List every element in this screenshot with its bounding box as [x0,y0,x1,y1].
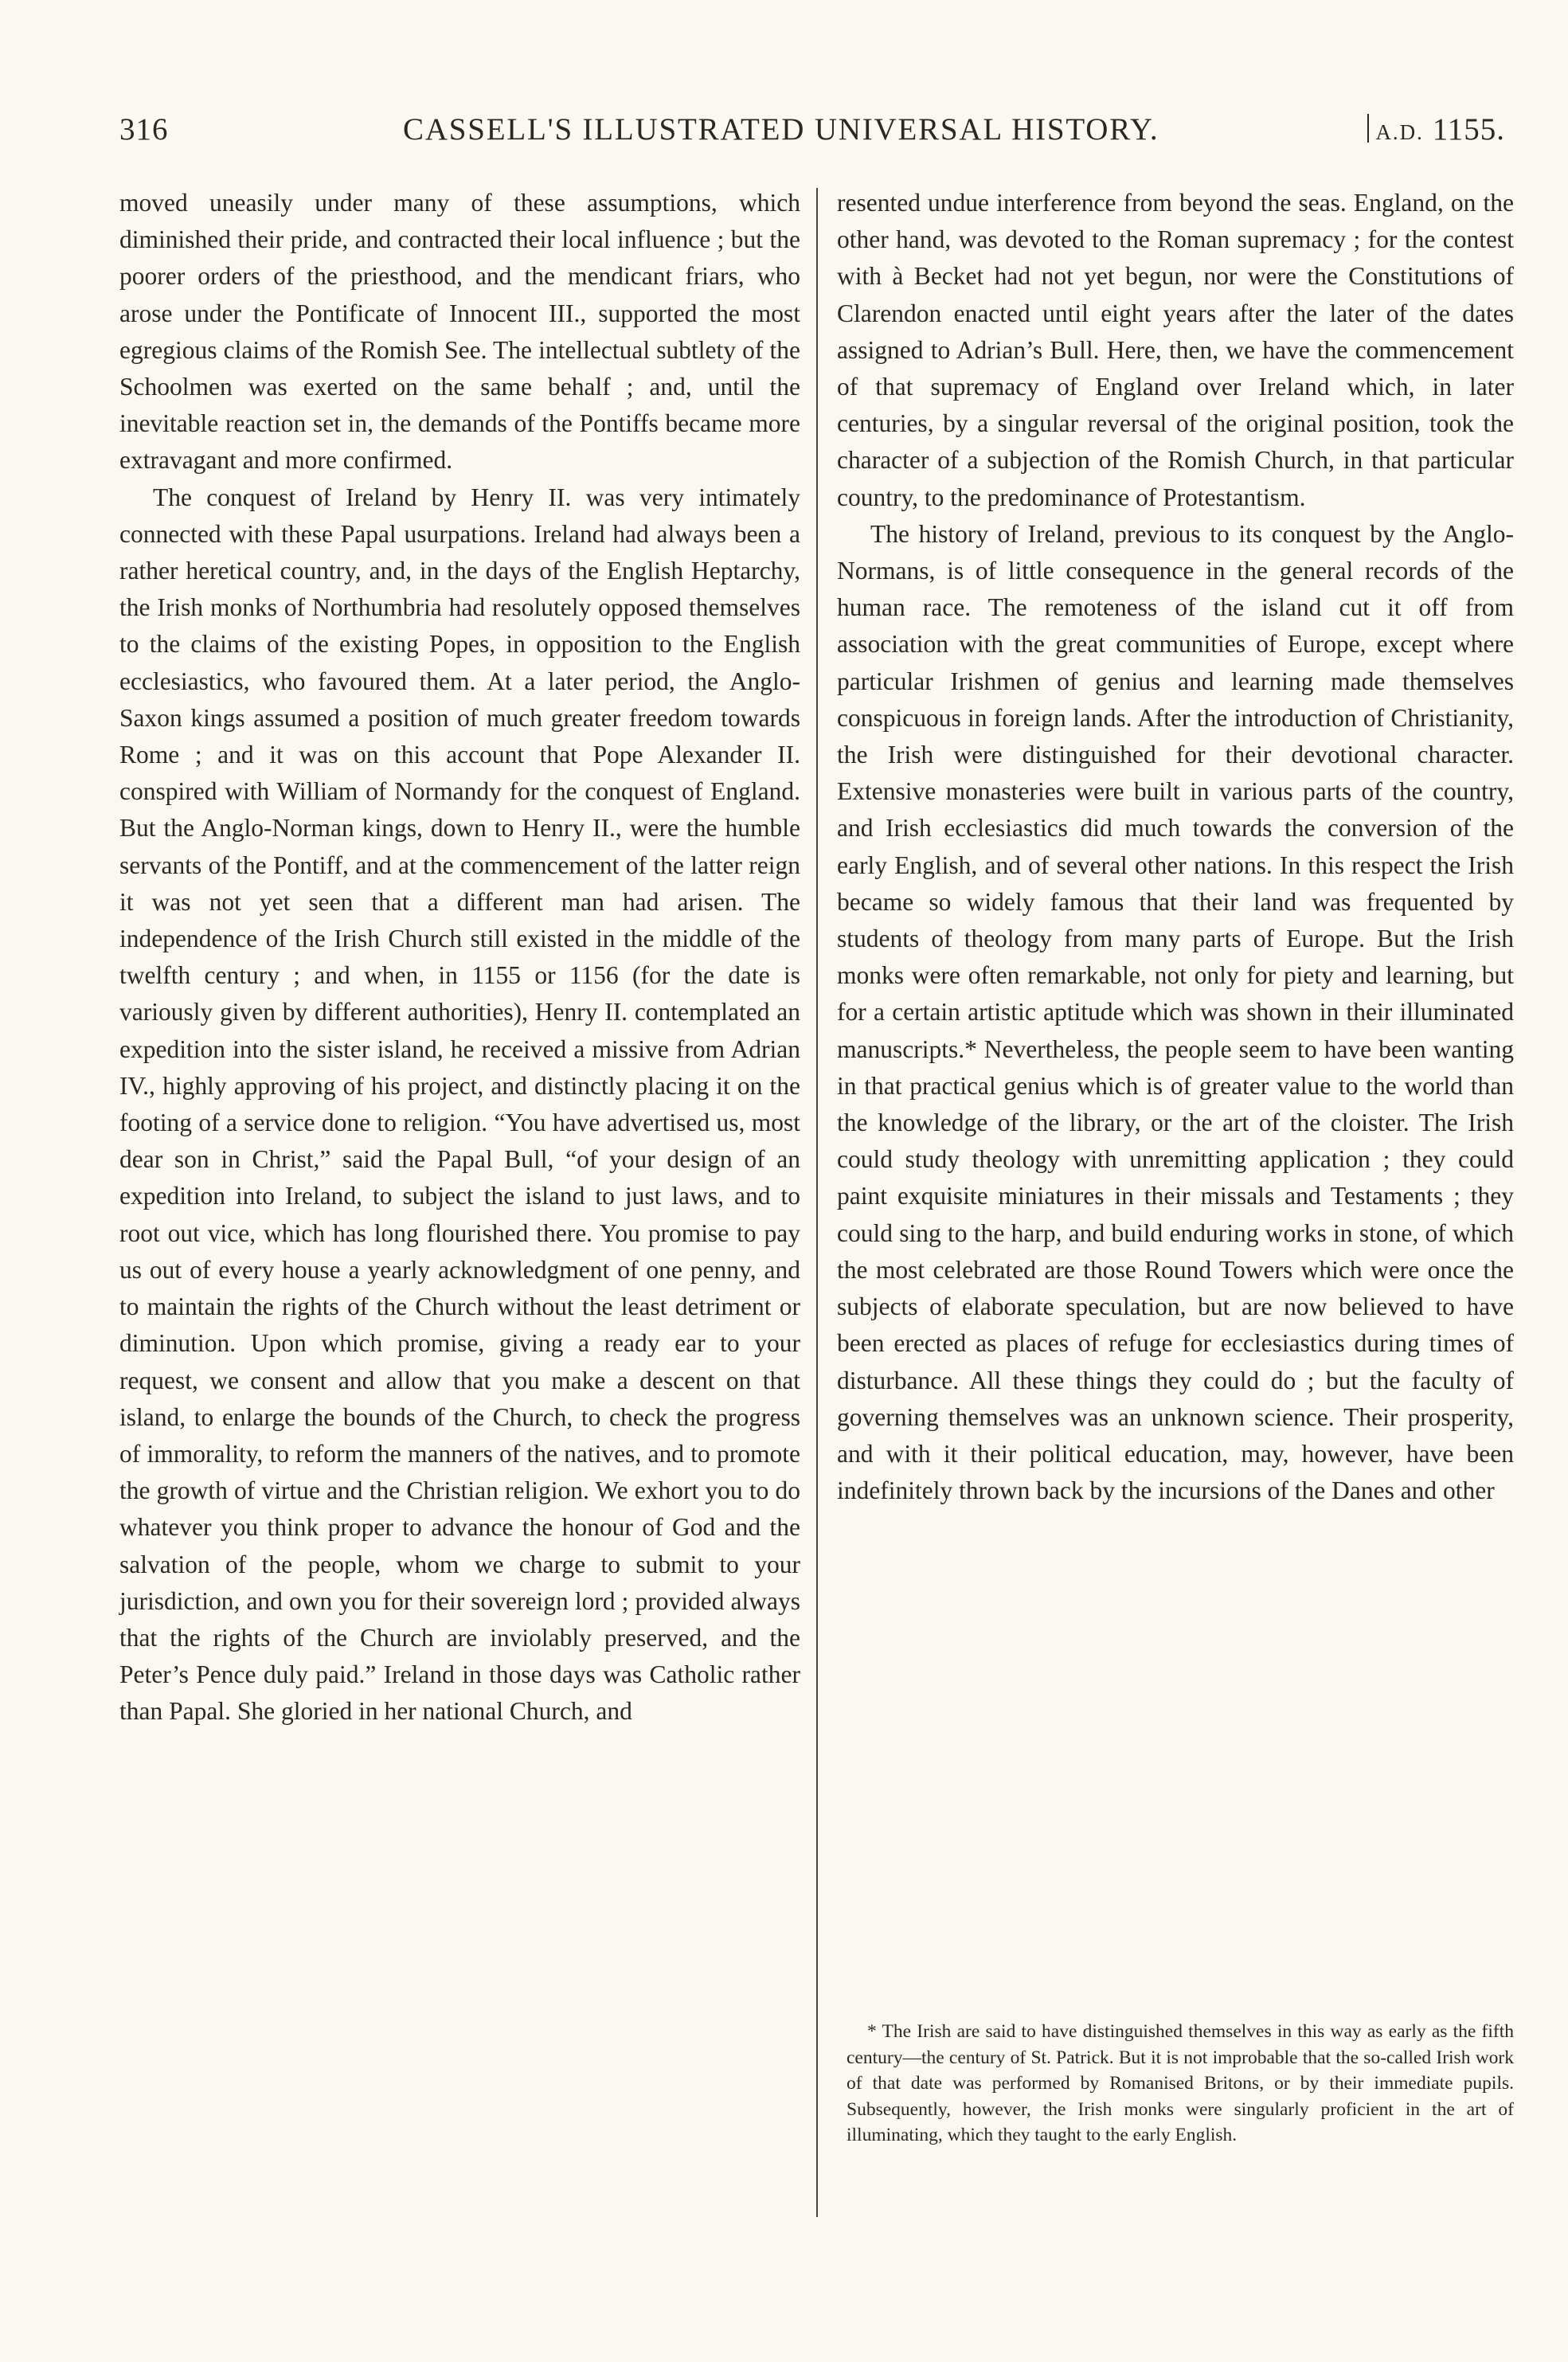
left-column [119,185,800,1730]
page-number: 316 [119,112,169,147]
date-range [1367,111,1505,147]
paragraph: The conquest of Ireland by Henry II. was very intimately connected with these Papal usurpations. Ireland had always been a rather heretical country, and, in the days of the English Heptarchy, the Irish monks of Northumbria had resolutely opposed themselves to the claims of the existing Popes, in opposition to the English ecclesiastics, who favoured them. At a later period, the Anglo-Saxon kings assumed a position of much greater freedom towards Rome ; and it was on this account that Pope Alexander II. conspired with William of Normandy for the conquest of England. But the Anglo-Norman kings, down to Henry II., were the humble servants of the Pontiff, and at the commencement of the latter reign it was not yet seen that a different man had arisen. The independence of the Irish Church still existed in the middle of the twelfth century ; and when, in 1155 or 1156 (for the date is variously given by different authorities), Henry II. contemplated an expedition into the sister island, he received a missive from Adrian IV., highly approving of his project, and distinctly placing it on the footing of a service done to religion. “You have advertised us, most dear son in Christ,” said the Papal Bull, “of your design of an expedition into Ireland, to subject the island to just laws, and to root out vice, which has long flourished there. You promise to pay us out of every house a yearly acknowledgment of one penny, and to maintain the rights of the Church without the least detriment or diminution. Upon which promise, giving a ready ear to your request, we consent and allow that you make a descent on that island, to enlarge the bounds of the Church, to check the progress of immorality, to reform the manners of the natives, and to promote the growth of virtue and the Christian religion. We exhort you to do whatever you think proper to advance the honour of God and the salvation of the people, whom we charge to submit to your jurisdiction, and own you for their sovereign lord ; provided always that the rights of the Church are inviolably preserved, and the Peter’s Pence duly paid.” Ireland in those days was Catholic rather than Papal. She gloried in her national Church, and [119,483,800,1726]
paragraph: The history of Ireland, previous to its conquest by the Anglo-Normans, is of little consequence in the general records of the human race. The remoteness of the island cut it off from association with the great communities of Europe, except where particular Irishmen of genius and learning made themselves conspicuous in foreign lands. After the introduction of Christianity, the Irish were distinguished for their devotional character. Extensive monasteries were built in various parts of the country, and Irish ecclesiastics did much towards the conversion of the early English, and of several other nations. In this respect the Irish became so widely famous that their land was frequented by students of theology from many parts of Europe. But the Irish monks were often remarkable, not only for piety and learning, but for a certain artistic aptitude which was shown in their illuminated manuscripts.* Nevertheless, the people seem to have been wanting in that practical genius which is of greater value to the world than the knowledge of the library, or the art of the cloister. The Irish could study theology with unremitting application ; they could paint exquisite miniatures in their missals and Testaments ; they could sing to the harp, and build enduring works in stone, of which the most celebrated are those Round Towers which were once the subjects of elaborate speculation, but are now believed to have been erected as places of refuge for ecclesiastics during times of disturbance. All these things they could do ; but the faculty of governing themselves was an unknown science. Their prosperity, and with it their political education, may, however, have been indefinitely thrown back by the incursions of the Danes and other [837,519,1514,1505]
paragraph: moved uneasily under many of these assumptions, which diminished their pride, and contracted their local influence ; but the poorer orders of the priesthood, and the mendicant friars, who arose under the Pontificate of Innocent III., supported the most egregious claims of the Romish See. The intellectual subtlety of the Schoolmen was exerted on the same behalf ; and, until the inevitable reaction set in, the demands of the Pontiffs became more extravagant and more confirmed. [119,189,800,475]
date-bracket [1367,114,1369,143]
right-column [837,185,1514,1509]
column-divider [816,188,818,2217]
date-era: A.D. [1375,120,1424,144]
running-title: CASSELL'S ILLUSTRATED UNIVERSAL HISTORY. [403,112,1159,147]
running-header [119,111,1505,153]
date-year: 1155. [1432,112,1505,147]
footnote: * The Irish are said to have distinguished themselves in this way as early as the fifth century—the century of St. Patrick. But it is not improbable that the so-called Irish work of that date was performed by Romanised Britons, or by their immediate pupils. Subsequently, however, the Irish monks were singularly proficient in the art of illuminating, which they taught to the early English. [847,2021,1514,2145]
paragraph: resented undue interference from beyond the seas. England, on the other hand, was devoted to the Roman supremacy ; for the contest with à Becket had not yet begun, nor were the Constitutions of Clarendon enacted until eight years after the later of the dates assigned to Adrian’s Bull. Here, then, we have the commencement of that supremacy of England over Ireland which, in later centuries, by a singular reversal of the original position, took the character of a subjection of the Romish Church, in that particular country, to the predominance of Protestantism. [837,189,1514,511]
